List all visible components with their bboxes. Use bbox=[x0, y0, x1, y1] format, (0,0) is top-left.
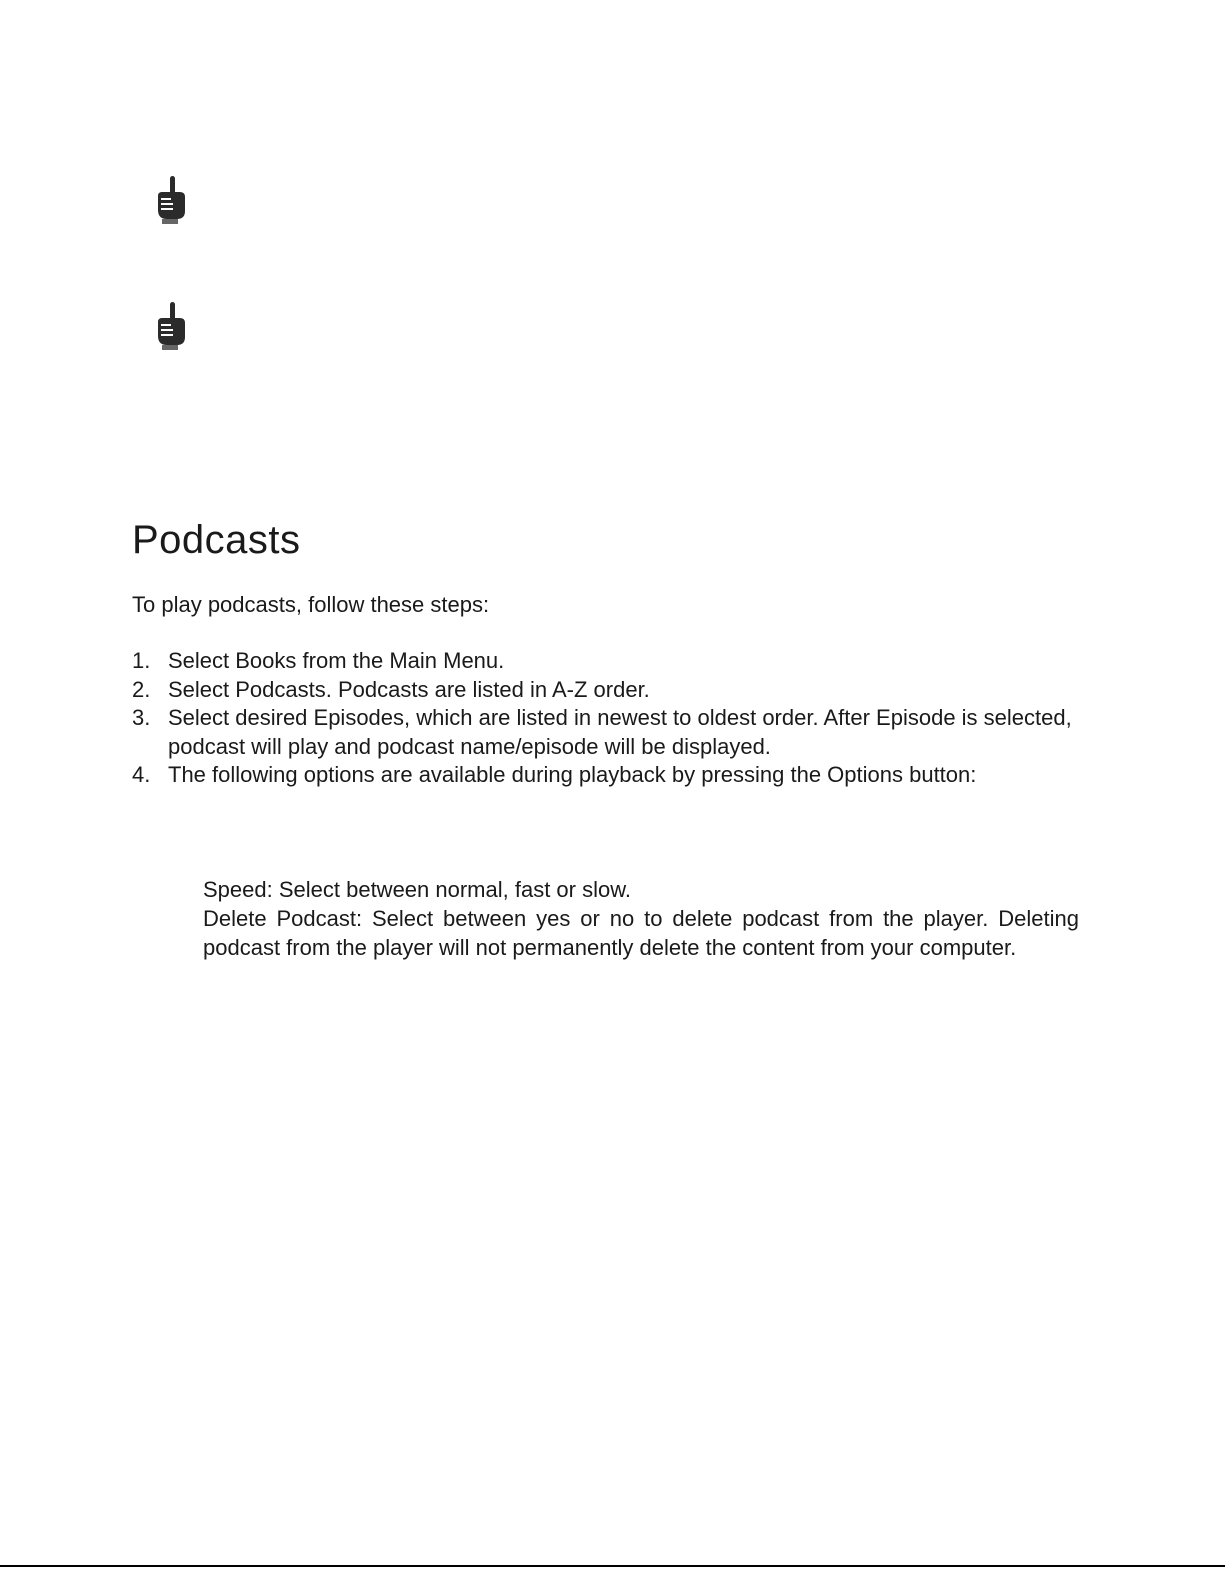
pointing-hand-icon bbox=[150, 300, 190, 352]
list-item bbox=[132, 761, 1082, 790]
step-number: 4. bbox=[132, 762, 151, 787]
option-speed: Speed: Select between normal, fast or slow. bbox=[203, 877, 632, 902]
step-text: Select desired Episodes, which are listed in newest to oldest order. After Episode is selected, podcast will play and podcast name/episode will be displayed. bbox=[168, 705, 1072, 759]
list-item bbox=[132, 647, 1082, 676]
steps-list bbox=[132, 647, 1082, 790]
list-item bbox=[132, 704, 1082, 761]
step-number: 1. bbox=[132, 648, 151, 673]
step-number: 3. bbox=[132, 705, 151, 730]
step-text: Select Books from the Main Menu. bbox=[168, 648, 505, 673]
list-item bbox=[132, 676, 1082, 705]
step-text: Select Podcasts. Podcasts are listed in A-Z order. bbox=[168, 676, 650, 702]
pointing-hand-icon bbox=[150, 174, 190, 226]
section-title: Podcasts bbox=[132, 518, 301, 562]
intro-text: To play podcasts, follow these steps: bbox=[132, 592, 490, 617]
option-delete-podcast: Delete Podcast: Select between yes or no to delete podcast from the player. Deleting podcast from the player will not permanently delete the content from your computer. bbox=[203, 906, 1079, 960]
step-number: 2. bbox=[132, 676, 151, 702]
step-text: The following options are available during playback by pressing the Options button: bbox=[168, 762, 977, 787]
page-bottom-rule bbox=[0, 1565, 1225, 1567]
playback-options bbox=[203, 875, 1079, 962]
